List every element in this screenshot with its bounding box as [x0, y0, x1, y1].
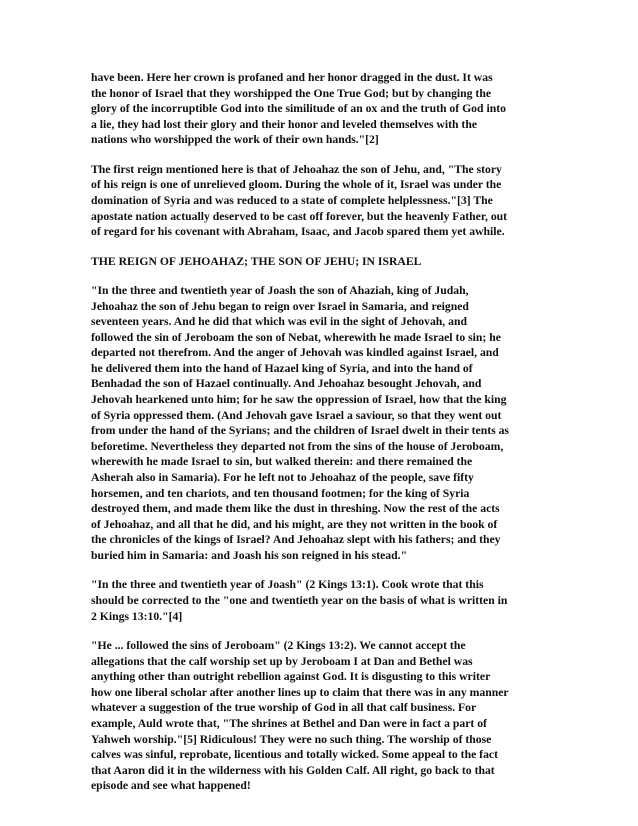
text-line: destroyed them, and made them like the dust in threshing. Now the rest of the acts	[91, 502, 500, 516]
text-line: calves was sinful, reprobate, licentious and totally wicked. Some appeal to the fact	[91, 748, 498, 762]
heading-text: THE REIGN OF JEHOAHAZ; THE SON OF JEHU; IN ISRAEL	[91, 254, 422, 268]
text-line: "In the three and twentieth year of Joash the son of Ahaziah, king of Judah,	[91, 283, 469, 297]
text-line: The first reign mentioned here is that of Jehoahaz the son of Jehu, and, "The story	[91, 162, 502, 176]
text-line: how one liberal scholar after another lines up to claim that there was in any manner	[91, 685, 509, 699]
text-line: 2 Kings 13:10."[4]	[91, 609, 183, 623]
paragraph-1	[91, 70, 553, 148]
text-line: of Jehoahaz, and all that he did, and his might, are they not written in the book of	[91, 517, 498, 531]
text-line: nations who worshipped the work of their own hands."[2]	[91, 133, 379, 147]
text-line: "He ... followed the sins of Jeroboam" (2 Kings 13:2). We cannot accept the	[91, 638, 466, 652]
text-line: followed the sin of Jeroboam the son of Nebat, wherewith he made Israel to sin; he	[91, 330, 501, 344]
text-line: allegations that the calf worship set up by Jeroboam I at Dan and Bethel was	[91, 654, 473, 668]
text-line: of regard for his covenant with Abraham, Isaac, and Jacob spared them yet awhile.	[91, 225, 505, 239]
text-line: beforetime. Nevertheless they departed not from the sins of the house of Jeroboam,	[91, 439, 504, 453]
text-line: anything other than outright rebellion against God. It is disgusting to this writer	[91, 670, 491, 684]
text-line: glory of the incorruptible God into the similitude of an ox and the truth of God into	[91, 102, 506, 116]
paragraph-scripture-quote	[91, 283, 553, 564]
text-line: buried him in Samaria: and Joash his son reigned in his stead."	[91, 549, 408, 563]
text-line: departed not therefrom. And the anger of Jehovah was kindled against Israel, and	[91, 346, 499, 360]
text-line: have been. Here her crown is profaned and her honor dragged in the dust. It was	[91, 71, 493, 84]
text-line: Jehovah hearkened unto him; for he saw the oppression of Israel, how that the king	[91, 393, 507, 407]
text-line: wherewith he made Israel to sin, but walked therein: and there remained the	[91, 455, 473, 469]
text-line: apostate nation actually deserved to be cast off forever, but the heavenly Father, out	[91, 209, 508, 223]
text-line: Asherah also in Samaria). For he left not to Jehoahaz of the people, save fifty	[91, 471, 474, 485]
text-line: that Aaron did it in the wilderness with his Golden Calf. All right, go back to that	[91, 763, 495, 777]
text-line: example, Auld wrote that, "The shrines at Bethel and Dan were in fact a part of	[91, 716, 487, 730]
text-line: Yahweh worship."[5] Ridiculous! They were no such thing. The worship of those	[91, 732, 492, 746]
text-line: "In the three and twentieth year of Joash" (2 Kings 13:1). Cook wrote that this	[91, 578, 484, 592]
text-line: a lie, they had lost their glory and their honor and leveled themselves with the	[91, 117, 478, 131]
text-line: whatever a suggestion of the true worship of God in all that calf business. For	[91, 701, 477, 715]
text-line: seventeen years. And he did that which was evil in the sight of Jehovah, and	[91, 315, 467, 329]
text-line: should be corrected to the "one and twentieth year on the basis of what is written in	[91, 594, 508, 607]
text-line: Benhadad the son of Hazael continually. And Jehoahaz besought Jehovah, and	[91, 377, 482, 391]
paragraph-2	[91, 162, 553, 240]
text-line: horsemen, and ten chariots, and ten thousand footmen; for the king of Syria	[91, 486, 470, 500]
text-line: Jehoahaz the son of Jehu began to reign over Israel in Samaria, and reigned	[91, 299, 469, 313]
text-line: episode and see what happened!	[91, 779, 251, 793]
paragraph-5	[91, 638, 553, 794]
text-line: from under the hand of the Syrians; and the children of Israel dwelt in their tents as	[91, 424, 509, 438]
text-line: of Syria oppressed them. (And Jehovah gave Israel a saviour, so that they went out	[91, 408, 502, 422]
text-line: the chronicles of the kings of Israel? And Jehoahaz slept with his fathers; and they	[91, 533, 501, 547]
text-line: domination of Syria and was reduced to a state of complete helplessness."[3] The	[91, 193, 493, 207]
text-line: he delivered them into the hand of Hazael king of Syria, and into the hand of	[91, 361, 473, 375]
text-line: of his reign is one of unrelieved gloom. During the whole of it, Israel was under the	[91, 178, 502, 192]
document-page	[91, 70, 553, 808]
paragraph-4	[91, 577, 553, 624]
section-heading	[91, 254, 553, 270]
text-line: the honor of Israel that they worshipped the One True God; but by changing the	[91, 86, 492, 100]
